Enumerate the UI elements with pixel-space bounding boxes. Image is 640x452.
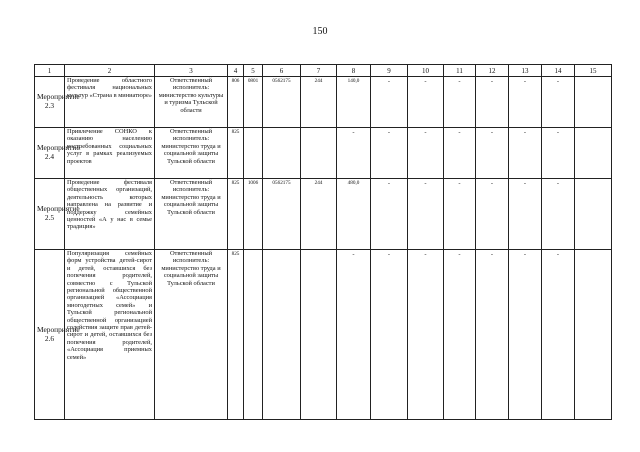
cell-col-14: - (542, 179, 575, 250)
cell-col-7: 244 (301, 77, 337, 128)
column-number-row (35, 65, 612, 77)
cell-col-4: 825 (228, 250, 244, 420)
cell-col-15 (575, 179, 612, 250)
event-name: Проведение фестиваля общественных организаций, деятельность которых направлена на развитие и поддержку семейных ценностей «А у нас в семье традиция» (65, 179, 155, 250)
column-header: 2 (65, 65, 155, 77)
column-header: 1 (35, 65, 65, 77)
event-name: Привлечение СОНКО к оказанию населению востребованных социальных услуг в рамках реализуемых проектов (65, 128, 155, 179)
event-number: Мероприятие 2.5 (35, 179, 65, 250)
column-header: 11 (444, 65, 476, 77)
cell-col-5: 0801 (244, 77, 263, 128)
event-number: Мероприятие 2.6 (35, 250, 65, 420)
column-header: 12 (476, 65, 509, 77)
cell-col-6 (263, 250, 301, 420)
program-table (34, 64, 612, 420)
event-number: Мероприятие 2.3 (35, 77, 65, 128)
cell-col-5: 1006 (244, 179, 263, 250)
event-executor: Ответственный исполнитель: министерство труда и социальной защиты Тульской области (155, 250, 228, 420)
cell-col-10: - (408, 179, 444, 250)
cell-col-9: - (371, 77, 408, 128)
cell-col-6: 0562175 (263, 179, 301, 250)
column-header: 8 (337, 65, 371, 77)
cell-col-8: 480,0 (337, 179, 371, 250)
cell-col-10: - (408, 250, 444, 420)
event-name: Проведение областного фестиваля национальных культур «Страна в миниатюре» (65, 77, 155, 128)
cell-col-15 (575, 77, 612, 128)
column-header: 6 (263, 65, 301, 77)
cell-col-13: - (509, 128, 542, 179)
table-row (35, 179, 612, 250)
cell-col-7 (301, 128, 337, 179)
column-header: 7 (301, 65, 337, 77)
event-executor: Ответственный исполнитель: министерство труда и социальной защиты Тульской области (155, 179, 228, 250)
cell-col-6 (263, 128, 301, 179)
cell-col-10: - (408, 128, 444, 179)
cell-col-15 (575, 250, 612, 420)
cell-col-6: 0562175 (263, 77, 301, 128)
column-header: 9 (371, 65, 408, 77)
event-number: Мероприятие 2.4 (35, 128, 65, 179)
cell-col-8: - (337, 128, 371, 179)
cell-col-13: - (509, 179, 542, 250)
event-executor: Ответственный исполнитель: министерство культуры и туризма Тульской области (155, 77, 228, 128)
cell-col-11: - (444, 77, 476, 128)
column-header: 3 (155, 65, 228, 77)
cell-col-5 (244, 128, 263, 179)
cell-col-14: - (542, 128, 575, 179)
cell-col-11: - (444, 179, 476, 250)
cell-col-5 (244, 250, 263, 420)
cell-col-13: - (509, 250, 542, 420)
column-header: 10 (408, 65, 444, 77)
cell-col-7: 244 (301, 179, 337, 250)
cell-col-8: 140,0 (337, 77, 371, 128)
cell-col-14: - (542, 250, 575, 420)
table-row (35, 128, 612, 179)
event-executor: Ответственный исполнитель: министерство труда и социальной защиты Тульской области (155, 128, 228, 179)
column-header: 5 (244, 65, 263, 77)
cell-col-9: - (371, 250, 408, 420)
cell-col-12: - (476, 77, 509, 128)
page-number: 150 (312, 26, 328, 37)
event-name: Популяризация семейных форм устройства детей-сирот и детей, оставшихся без попечения родителей, совместно с Тульской региональной общественной организацией «Ассоциация многодетных семей» и Тульской региональной общественной организацией содействия защите прав детей-сирот и детей, оставшихся без попечения родителей, «Ассоциация приемных семей» (65, 250, 155, 420)
cell-col-14: - (542, 77, 575, 128)
cell-col-9: - (371, 179, 408, 250)
cell-col-11: - (444, 250, 476, 420)
column-header: 4 (228, 65, 244, 77)
cell-col-4: 825 (228, 128, 244, 179)
cell-col-12: - (476, 250, 509, 420)
cell-col-4: 806 (228, 77, 244, 128)
table-row (35, 77, 612, 128)
column-header: 15 (575, 65, 612, 77)
cell-col-11: - (444, 128, 476, 179)
cell-col-12: - (476, 179, 509, 250)
cell-col-9: - (371, 128, 408, 179)
column-header: 13 (509, 65, 542, 77)
cell-col-13: - (509, 77, 542, 128)
cell-col-15 (575, 128, 612, 179)
cell-col-4: 825 (228, 179, 244, 250)
cell-col-12: - (476, 128, 509, 179)
cell-col-7 (301, 250, 337, 420)
column-header: 14 (542, 65, 575, 77)
table-row (35, 250, 612, 420)
cell-col-8: - (337, 250, 371, 420)
cell-col-10: - (408, 77, 444, 128)
